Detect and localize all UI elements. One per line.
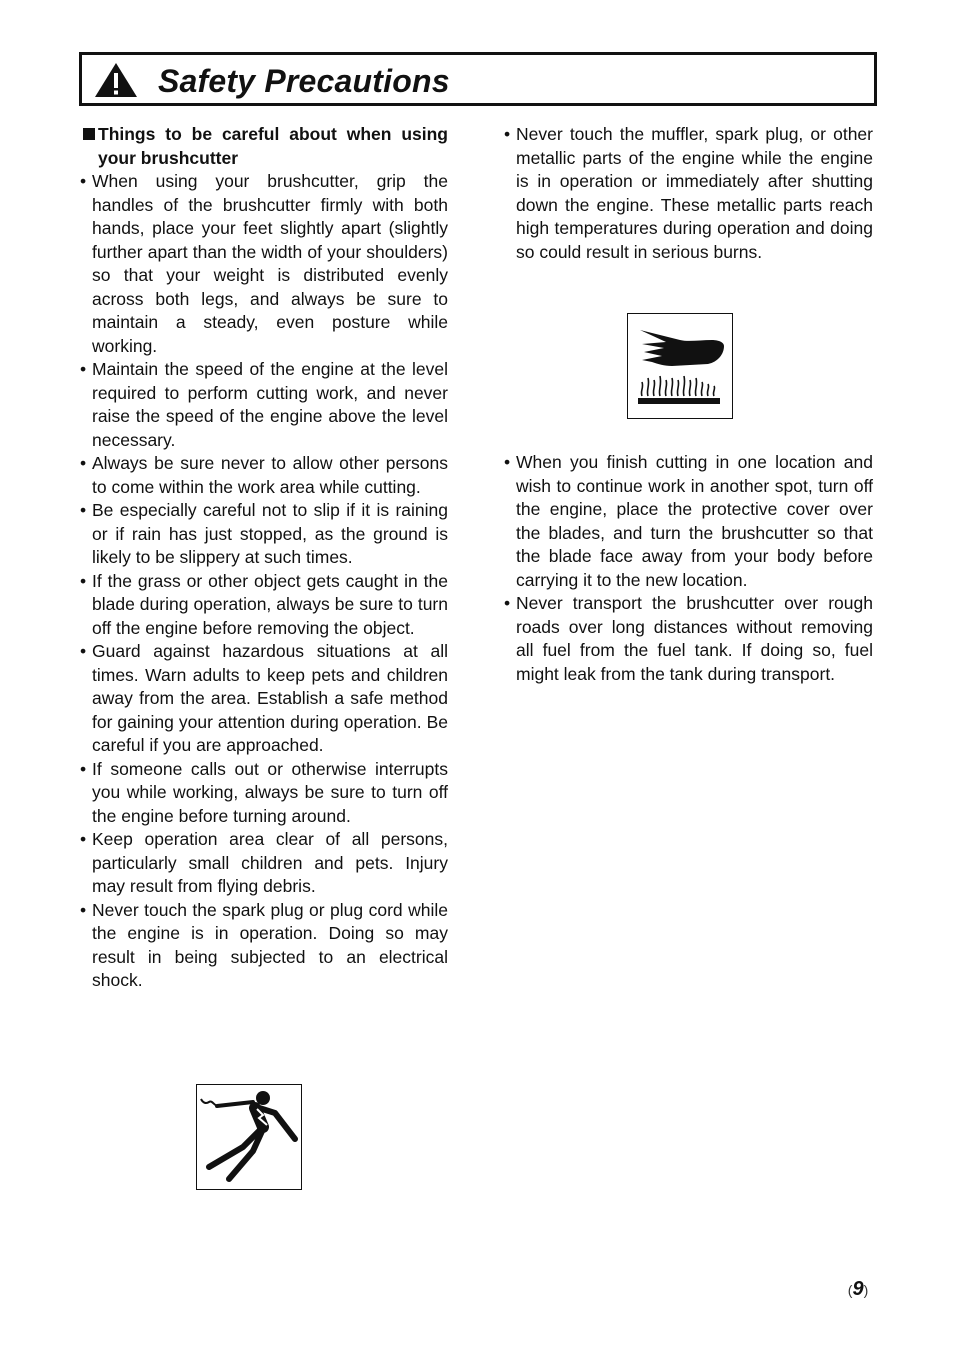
right-column-lower (504, 451, 873, 686)
section-heading (80, 123, 448, 170)
precaution-list-right-bottom (504, 451, 873, 686)
page-number (838, 1277, 878, 1301)
page-header (79, 52, 877, 106)
list-item: • When you finish cutting in one location and wish to continue work in another spot, turn off the engine, place the protective cover over the blades, and turn the brushcutter so that the blade face away from your body before carrying it to the new location. (504, 452, 873, 590)
bracket-left: ( (847, 1282, 853, 1298)
list-item: • If someone calls out or otherwise interrupts you while working, always be sure to turn off the engine before turning around. (80, 758, 448, 826)
precaution-list-left (80, 170, 448, 993)
page-number-text: 9 (852, 1278, 864, 1300)
left-column (80, 123, 448, 993)
bracket-right: ) (863, 1282, 869, 1298)
electric-shock-pictogram (196, 1084, 302, 1190)
list-item: • When using your brushcutter, grip the handles of the brushcutter firmly with both hands, place your feet slightly apart (slightly further apart than the width of your shoulders) so that your weight is distributed evenly across both legs, and always be sure to maintain a steady, even posture while working. (80, 171, 448, 356)
list-item: • Maintain the speed of the engine at the level required to perform cutting work, and never raise the speed of the engine above the level necessary. (80, 359, 448, 450)
section-heading-text: Things to be careful about when using your brushcutter (98, 124, 448, 168)
list-item: • If the grass or other object gets caught in the blade during operation, always be sure to turn off the engine before removing the object. (80, 570, 448, 638)
list-item: • Never touch the spark plug or plug cord while the engine is in operation. Doing so may result in being subjected to an electrical shock. (80, 899, 448, 990)
warning-triangle-icon (94, 62, 138, 98)
square-bullet-icon (83, 128, 95, 140)
list-item: • Be especially careful not to slip if it is raining or if rain has just stopped, as the ground is likely to be slippery at such times. (80, 500, 448, 567)
page-title: Safety Precautions (158, 63, 450, 99)
list-item: • Never touch the muffler, spark plug, or other metallic parts of the engine while the engine is in operation or immediately after shutting down the engine. These metallic parts reach high temperatures during operation and doing so could result in serious burns. (504, 124, 873, 262)
right-column (504, 123, 873, 264)
list-item: • Guard against hazardous situations at all times. Warn adults to keep pets and children away from the area. Establish a safe method for gaining your attention during operation. Be careful if you are approached. (80, 641, 448, 755)
hot-surface-icon (628, 314, 732, 418)
electric-shock-icon (197, 1085, 301, 1189)
hot-surface-pictogram (627, 313, 733, 419)
list-item: • Keep operation area clear of all persons, particularly small children and pets. Injury may result from flying debris. (80, 829, 448, 896)
list-item: • Always be sure never to allow other persons to come within the work area while cutting. (80, 453, 448, 497)
list-item: • Never transport the brushcutter over rough roads over long distances without removing all fuel from the fuel tank. If doing so, fuel might leak from the tank during transport. (504, 593, 873, 684)
precaution-list-right-top (504, 123, 873, 264)
